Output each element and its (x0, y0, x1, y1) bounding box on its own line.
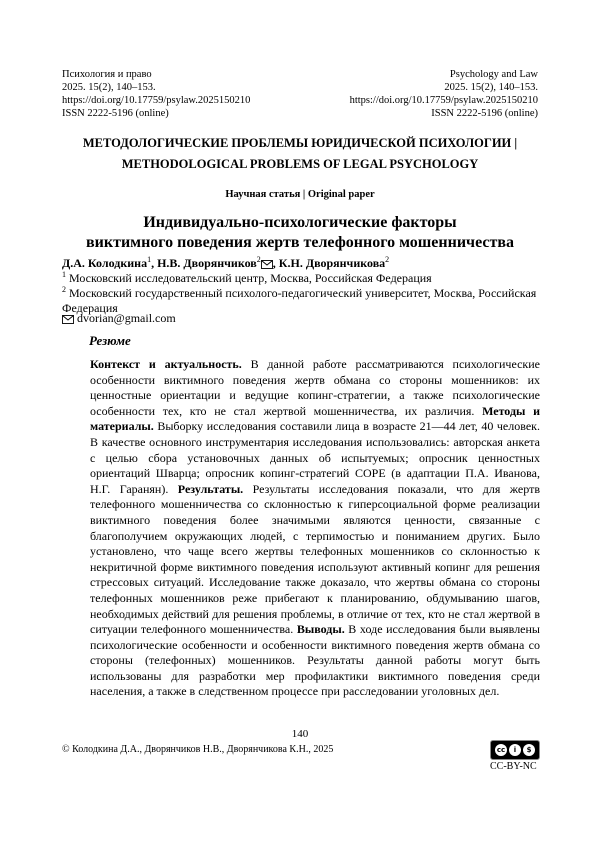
journal-header-en (350, 68, 538, 120)
license-label: CC-BY-NC (490, 761, 537, 772)
journal-header-ru (62, 68, 250, 120)
section-heading-ru: МЕТОДОЛОГИЧЕСКИЕ ПРОБЛЕМЫ ЮРИДИЧЕСКОЙ ПСИХОЛОГИИ | (82, 136, 518, 150)
abstract-results-text: Результаты исследования показали, что для жертв телефонного мошенничества со склонностью к гиперсоциальной форме реализации виктимного поведения более значимыми являются ценности, связанные с благополучием окружающих людей, с терпимостью и пониманием других. Было установлено, что чаще всего жертвы телефонных мошенников со склонностью к некритичной форме виктимного поведения используют активный копинг для решения стрессовых ситуаций. Исследование также доказало, что жертвы обмана со стороны телефонных мошенников реже прибегают к планированию, обдумыванию шагов, необходимых действий для решения проблемы, в отличие от тех, кто не стал жертвой в ситуации телефонного мошенничества. (90, 481, 540, 637)
article-title-line-2: виктимного поведения жертв телефонного мошенничества (86, 234, 514, 251)
abstract-context-text: В данной работе рассматриваются психологические особенности виктимного поведения жертв обмана со стороны мошенников: их ценностные ориентации и ведущие копинг-стратегии, а также психологические особенности тех, кто не стал жертвой мошенничества, их различия. (90, 357, 540, 418)
affiliation-2-marker: 2 (62, 285, 66, 294)
nc-icon: $ (523, 744, 535, 756)
author-3-affiliation: 2 (385, 255, 390, 264)
journal-issn-en: ISSN 2222-5196 (online) (431, 108, 538, 119)
abstract-body (90, 357, 540, 700)
abstract-methods-heading: Методы и материалы. (90, 403, 540, 434)
journal-name-en: Psychology and Law (449, 69, 538, 80)
journal-issue-en: 2025. 15(2), 140–153. (444, 82, 538, 93)
cc-icon: cc (496, 746, 506, 754)
email-link[interactable]: dvorian@gmail.com (77, 311, 176, 325)
author-3: К.Н. Дворянчикова (278, 256, 386, 270)
abstract-conclusions-heading: Выводы. (296, 622, 345, 637)
author-list: Д.А. Колодкина$^1$, Н.В. Дворянчиков$^2$ , К.Н. Дворянчикова$^2$ (62, 255, 390, 270)
journal-issue-ru: 2025. 15(2), 140–153. (62, 82, 156, 93)
abstract-context-heading: Контекст и актуальность. (90, 357, 242, 371)
author-1: Д.А. Колодкина (62, 256, 148, 270)
cc-by-nc-badge[interactable] (490, 740, 540, 760)
paper-type: Научная статья | Original paper (225, 189, 375, 200)
abstract-conclusions-text: В ходе исследования были выявлены психологические особенности и особенности виктимного поведения жертв обмана со стороны (телефонных) мошенников. Результаты данной работы могут быть использованы для разработки мер профилактики виктимного поведения среди населения, а также в следственном процессе при расследовании уголовных дел. (90, 622, 540, 699)
page-number: 140 (291, 728, 309, 740)
section-heading-en: METHODOLOGICAL PROBLEMS OF LEGAL PSYCHOLOGY (121, 157, 479, 171)
journal-doi-ru[interactable]: https://doi.org/10.17759/psylaw.2025150210 (62, 95, 251, 106)
author-2-affiliation: 2 (256, 255, 261, 264)
copyright-notice: © Колодкина Д.А., Дворянчиков Н.В., Дворянчикова К.Н., 2025 (62, 744, 334, 755)
by-icon: i (509, 744, 521, 756)
affiliation-2-text: Московский государственный психолого-педагогический университет, Москва, Российская Федерация (62, 286, 537, 315)
journal-issn-ru: ISSN 2222-5196 (online) (62, 108, 169, 119)
journal-doi-en[interactable]: https://doi.org/10.17759/psylaw.2025150210 (349, 95, 538, 106)
article-title-line-1: Индивидуально-психологические факторы (143, 214, 457, 231)
abstract-results-heading: Результаты. (177, 481, 244, 496)
author-2: Н.В. Дворянчиков (157, 256, 257, 270)
envelope-icon (62, 311, 74, 325)
abstract-methods-text: Выборку исследования составили лица в возрасте 21—44 лет, 40 человек. В качестве основного инструментария исследования использовались: авторская анкета с целью сбора установочных данных об испытуемых; опросник ценностных ориентаций Шварца; опросник копинг-стратегий COPE (в адаптации П.А. Иванова, Н.Г. Гаранян). (90, 419, 540, 496)
corresponding-email (62, 311, 176, 326)
affiliation-1-text: Московский исследовательский центр, Москва, Российская Федерация (66, 271, 432, 285)
journal-name-ru: Психология и право (62, 69, 152, 80)
author-1-affiliation: 1 (147, 255, 152, 264)
affiliation-1-marker: 1 (62, 270, 66, 279)
article-title (60, 213, 540, 253)
abstract-heading: Резюме (89, 333, 131, 348)
